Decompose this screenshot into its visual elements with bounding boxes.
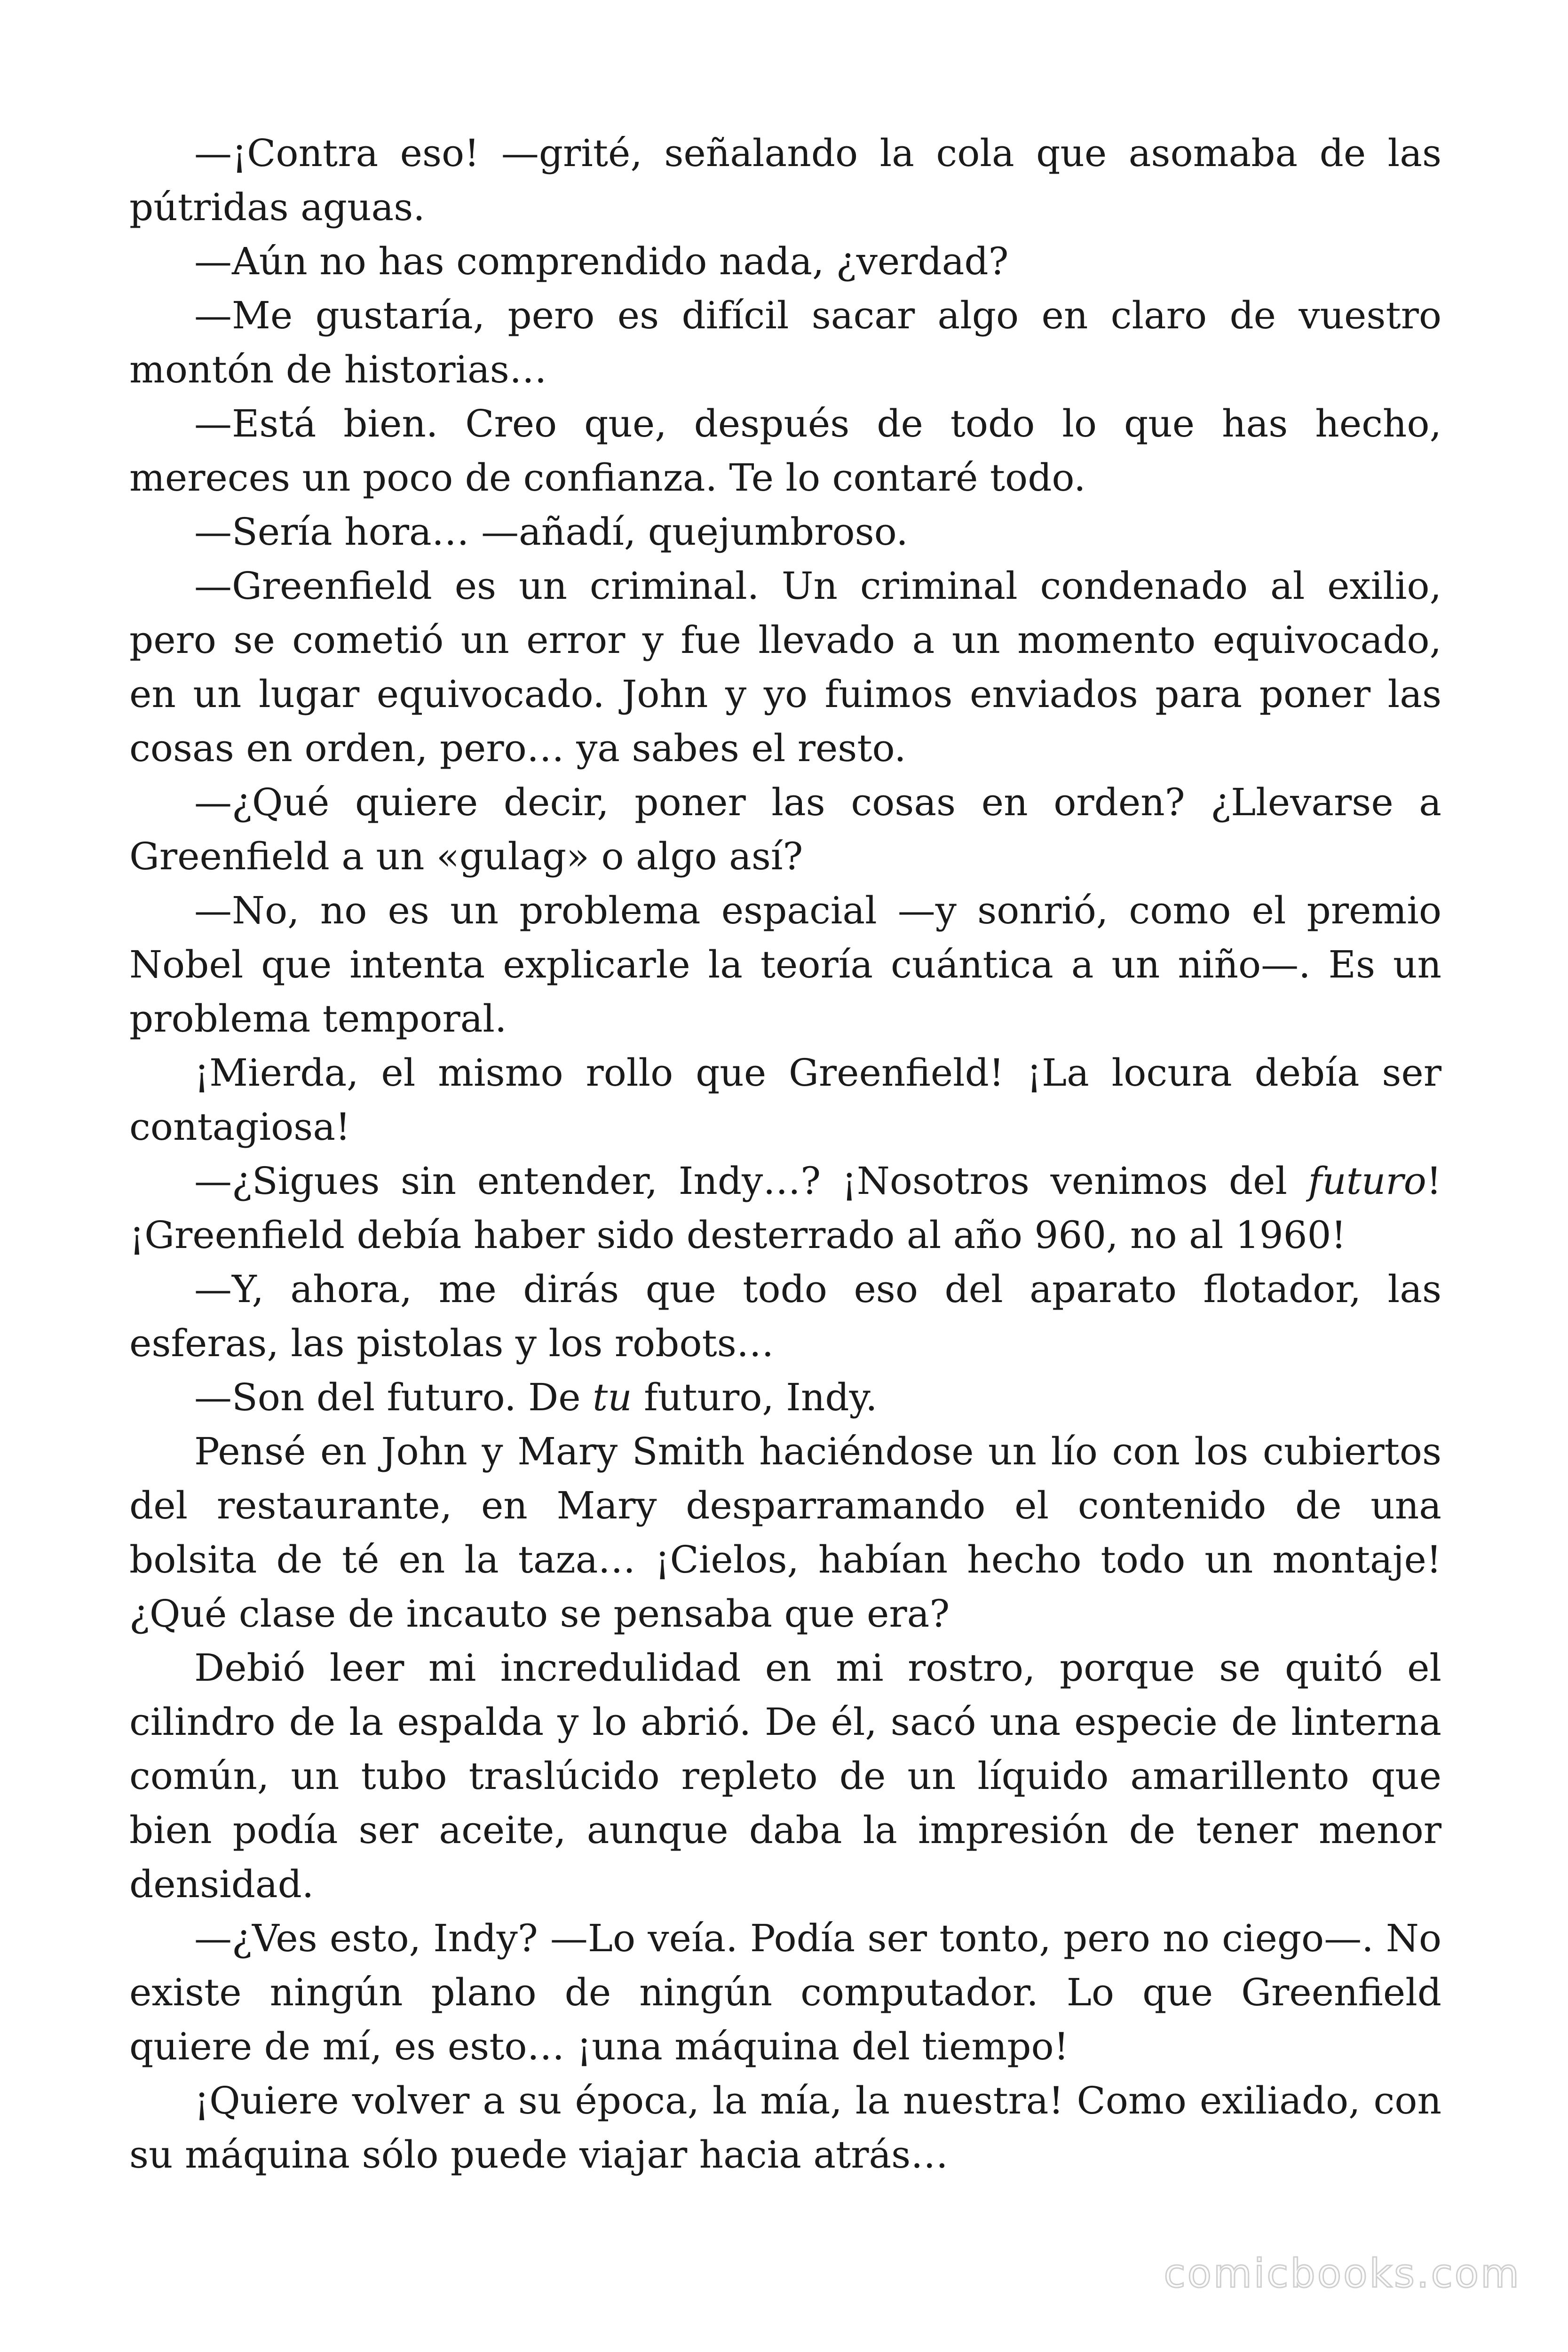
paragraph	[129, 234, 1441, 288]
paragraph	[129, 1046, 1441, 1154]
paragraph-text: Debió leer mi incredulidad en mi rostro, porque se quitó el cilindro de la espalda y lo abrió. De él, sacó una especie de linterna común, un tubo traslúcido repleto de un líquido amarillento que bien podía ser aceite, aunque daba la impresión de tener menor densidad.	[129, 1646, 1441, 1906]
page-text	[129, 126, 1441, 2182]
paragraph-text: —Aún no has comprendido nada, ¿verdad?	[194, 239, 1009, 283]
paragraph-text: —Sería hora… —añadí, quejumbroso.	[194, 510, 908, 554]
paragraph-text: ¡Quiere volver a su época, la mía, la nuestra! Como exiliado, con su máquina sólo puede viajar hacia atrás…	[129, 2079, 1441, 2177]
paragraph	[129, 1370, 1441, 1424]
paragraph-text: Pensé en John y Mary Smith haciéndose un lío con los cubiertos del restaurante, en Mary desparramando el contenido de una bolsita de té en la taza… ¡Cielos, habían hecho todo un montaje! ¿Qué clase de incauto se pensaba que era?	[129, 1430, 1441, 1636]
paragraph	[129, 775, 1441, 883]
paragraph-text: —Está bien. Creo que, después de todo lo que has hecho, mereces un poco de confianza. Te lo contaré todo.	[129, 402, 1441, 500]
paragraph-text: —Y, ahora, me dirás que todo eso del aparato flotador, las esferas, las pistolas y los robots…	[129, 1267, 1441, 1365]
italic-text: tu	[593, 1375, 632, 1419]
paragraph-text: —¿Qué quiere decir, poner las cosas en orden? ¿Llevarse a Greenfield a un «gulag» o algo así?	[129, 780, 1441, 878]
paragraph-text: —¡Contra eso! —grité, señalando la cola que asomaba de las pútridas aguas.	[129, 131, 1441, 229]
paragraph	[129, 559, 1441, 775]
paragraph-text: futuro, Indy.	[632, 1375, 878, 1419]
paragraph-text: —¿Ves esto, Indy? —Lo veía. Podía ser tonto, pero no ciego—. No existe ningún plano de ningún computador. Lo que Greenfield quiere de mí, es esto… ¡una máquina del tiempo!	[129, 1916, 1441, 2068]
paragraph	[129, 288, 1441, 397]
paragraph	[129, 505, 1441, 559]
paragraph	[129, 1262, 1441, 1370]
italic-text: futuro	[1308, 1159, 1426, 1203]
paragraph-text: —Greenfield es un criminal. Un criminal condenado al exilio, pero se cometió un error y fue llevado a un momento equivocado, en un lugar equivocado. John y yo fuimos enviados para poner las cosas en orden, pero… ya sabes el resto.	[129, 564, 1441, 770]
watermark: comicbooks.com	[1164, 2250, 1521, 2296]
paragraph-text: —No, no es un problema espacial —y sonrió, como el premio Nobel que intenta explicarle la teoría cuántica a un niño—. Es un problema temporal.	[129, 889, 1441, 1041]
paragraph	[129, 1424, 1441, 1641]
paragraph	[129, 2074, 1441, 2182]
paragraph-text: ! ¡Greenfield debía haber sido desterrado al año 960, no al 1960!	[129, 1159, 1441, 1257]
paragraph-text: ¡Mierda, el mismo rollo que Greenfield! ¡La locura debía ser contagiosa!	[129, 1051, 1441, 1149]
paragraph	[129, 1911, 1441, 2074]
paragraph	[129, 126, 1441, 234]
paragraph-text: —Son del futuro. De	[194, 1375, 593, 1419]
paragraph	[129, 397, 1441, 505]
paragraph	[129, 883, 1441, 1046]
paragraph-text: —Me gustaría, pero es difícil sacar algo en claro de vuestro montón de historias…	[129, 294, 1441, 391]
paragraph	[129, 1154, 1441, 1262]
paragraph-text: —¿Sigues sin entender, Indy…? ¡Nosotros venimos del	[194, 1159, 1308, 1203]
paragraph	[129, 1641, 1441, 1911]
